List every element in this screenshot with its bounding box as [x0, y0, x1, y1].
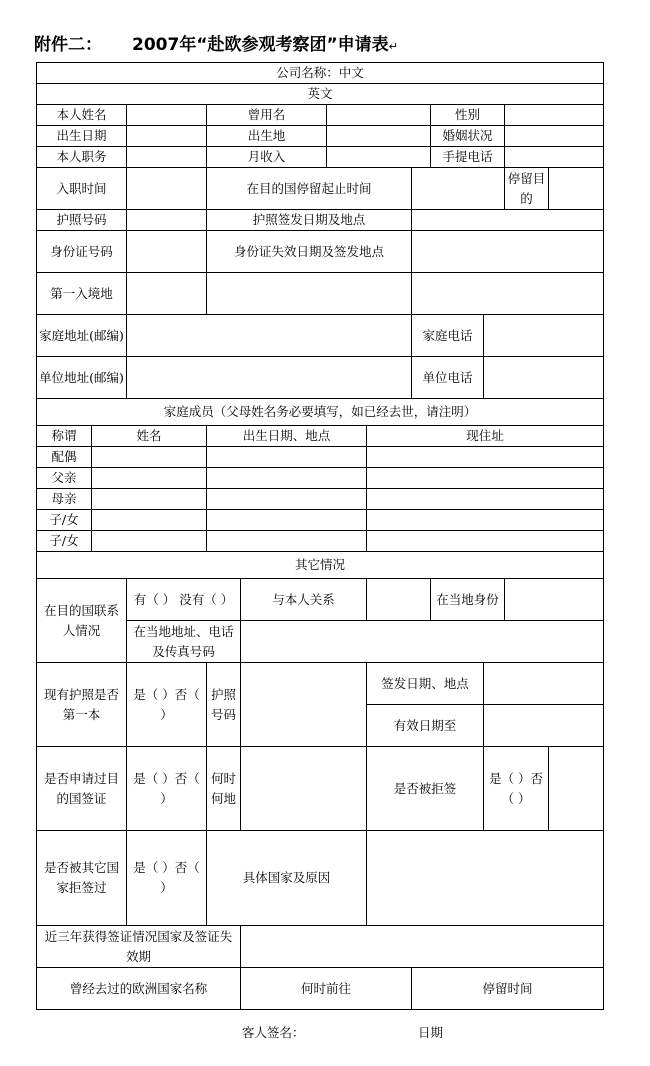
stay-period-field[interactable]	[412, 168, 505, 210]
recent-visa-label: 近三年获得签证情况国家及签证失效期	[37, 926, 241, 968]
passport-short-label: 护照号码	[207, 663, 241, 747]
valid-until-label: 有效日期至	[367, 705, 484, 747]
family-name-field[interactable]	[92, 468, 207, 489]
col-relation: 称谓	[37, 426, 92, 447]
position-label: 本人职务	[37, 147, 127, 168]
birth-date-field[interactable]	[127, 126, 207, 147]
has-contact-option[interactable]: 有（ ） 没有（ ）	[127, 579, 241, 621]
work-addr-label: 单位地址(邮编)	[37, 357, 127, 399]
first-entry-field[interactable]	[127, 273, 207, 315]
first-passport-label: 现有护照是否第一本	[37, 663, 127, 747]
passport-issue-field[interactable]	[412, 210, 604, 231]
family-birth-field[interactable]	[207, 468, 367, 489]
relation-label: 与本人关系	[241, 579, 367, 621]
refused-option[interactable]: 是（ ）否（ ）	[484, 747, 549, 831]
passport-no-field[interactable]	[127, 210, 207, 231]
other-refused-label: 是否被其它国家拒签过	[37, 831, 127, 926]
gender-field[interactable]	[505, 105, 604, 126]
mobile-label: 手提电话	[431, 147, 505, 168]
visited-eu-label: 曾经去过的欧洲国家名称	[37, 968, 241, 1010]
position-field[interactable]	[127, 147, 207, 168]
hire-date-field[interactable]	[127, 168, 207, 210]
family-name-field[interactable]	[92, 531, 207, 552]
income-label: 月收入	[207, 147, 327, 168]
col-address: 现住址	[367, 426, 604, 447]
local-address-label: 在当地地址、电话及传真号码	[127, 621, 241, 663]
family-birth-field[interactable]	[207, 531, 367, 552]
other-header: 其它情况	[37, 552, 604, 579]
passport-issue-label: 护照签发日期及地点	[207, 210, 412, 231]
family-birth-field[interactable]	[207, 489, 367, 510]
work-tel-label: 单位电话	[412, 357, 484, 399]
when-where-label: 何时何地	[207, 747, 241, 831]
col-name: 姓名	[92, 426, 207, 447]
valid-until-field[interactable]	[484, 705, 604, 747]
applied-visa-label: 是否申请过目的国签证	[37, 747, 127, 831]
family-relation: 母亲	[37, 489, 92, 510]
marital-label: 婚姻状况	[431, 126, 505, 147]
refused-label: 是否被拒签	[367, 747, 484, 831]
first-entry-field-3[interactable]	[412, 273, 604, 315]
family-relation: 配偶	[37, 447, 92, 468]
title-prefix: 附件二：	[34, 35, 102, 55]
paragraph-mark-icon: ↵	[388, 40, 398, 53]
family-name-field[interactable]	[92, 510, 207, 531]
stay-purpose-field[interactable]	[549, 168, 604, 210]
name-label: 本人姓名	[37, 105, 127, 126]
col-birth: 出生日期、地点	[207, 426, 367, 447]
stay-purpose-label: 停留目的	[505, 168, 549, 210]
family-address-field[interactable]	[367, 510, 604, 531]
signature-label[interactable]: 客人签名：	[242, 1025, 305, 1040]
family-address-field[interactable]	[367, 531, 604, 552]
stay-period-label: 在目的国停留起止时间	[207, 168, 412, 210]
gender-label: 性别	[431, 105, 505, 126]
family-name-field[interactable]	[92, 489, 207, 510]
country-reason-label: 具体国家及原因	[207, 831, 367, 926]
family-address-field[interactable]	[367, 447, 604, 468]
work-tel-field[interactable]	[484, 357, 604, 399]
refused-field[interactable]	[549, 747, 604, 831]
mobile-field[interactable]	[505, 147, 604, 168]
company-cn-label[interactable]: 公司名称：中文	[37, 63, 604, 84]
family-header: 家庭成员（父母姓名务必要填写，如已经去世，请注明）	[37, 399, 604, 426]
stay-time-label: 停留时间	[412, 968, 604, 1010]
family-address-field[interactable]	[367, 468, 604, 489]
work-addr-field[interactable]	[127, 357, 412, 399]
home-tel-label: 家庭电话	[412, 315, 484, 357]
family-relation: 父亲	[37, 468, 92, 489]
first-entry-label: 第一入境地	[37, 273, 127, 315]
id-expiry-label: 身份证失效日期及签发地点	[207, 231, 412, 273]
home-addr-label: 家庭地址(邮编)	[37, 315, 127, 357]
passport-no-label: 护照号码	[37, 210, 127, 231]
country-reason-field[interactable]	[367, 831, 604, 926]
title-main: 2007年“赴欧参观考察团”申请表	[132, 35, 389, 55]
home-tel-field[interactable]	[484, 315, 604, 357]
issue-date-place-field[interactable]	[484, 663, 604, 705]
home-addr-field[interactable]	[127, 315, 412, 357]
form-title	[34, 30, 634, 55]
id-no-label: 身份证号码	[37, 231, 127, 273]
hire-date-label: 入职时间	[37, 168, 127, 210]
passport-short-field[interactable]	[241, 663, 367, 747]
id-expiry-field[interactable]	[412, 231, 604, 273]
issue-date-place-label: 签发日期、地点	[367, 663, 484, 705]
birth-date-label: 出生日期	[37, 126, 127, 147]
family-birth-field[interactable]	[207, 510, 367, 531]
family-relation: 子/女	[37, 531, 92, 552]
application-form-table	[36, 62, 604, 1010]
birth-place-label: 出生地	[207, 126, 327, 147]
when-go-label: 何时前往	[241, 968, 412, 1010]
other-refused-option[interactable]: 是（ ）否（ ）	[127, 831, 207, 926]
former-name-label: 曾用名	[207, 105, 327, 126]
recent-visa-field[interactable]	[241, 926, 604, 968]
when-where-field[interactable]	[241, 747, 367, 831]
local-address-field[interactable]	[241, 621, 604, 663]
family-birth-field[interactable]	[207, 447, 367, 468]
family-relation: 子/女	[37, 510, 92, 531]
local-identity-label: 在当地身份	[431, 579, 505, 621]
former-name-field[interactable]	[327, 105, 431, 126]
company-en-label[interactable]: 英文	[37, 84, 604, 105]
contact-label: 在目的国联系人情况	[37, 579, 127, 663]
marital-field[interactable]	[505, 126, 604, 147]
name-field[interactable]	[127, 105, 207, 126]
income-field[interactable]	[327, 147, 431, 168]
first-entry-field-2[interactable]	[207, 273, 412, 315]
relation-field[interactable]	[367, 579, 431, 621]
local-identity-field[interactable]	[505, 579, 604, 621]
family-name-field[interactable]	[92, 447, 207, 468]
date-label[interactable]: 日期	[418, 1025, 444, 1040]
first-passport-option[interactable]: 是（ ）否（ ）	[127, 663, 207, 747]
applied-visa-option[interactable]: 是（ ）否（ ）	[127, 747, 207, 831]
id-no-field[interactable]	[127, 231, 207, 273]
family-address-field[interactable]	[367, 489, 604, 510]
birth-place-field[interactable]	[327, 126, 431, 147]
